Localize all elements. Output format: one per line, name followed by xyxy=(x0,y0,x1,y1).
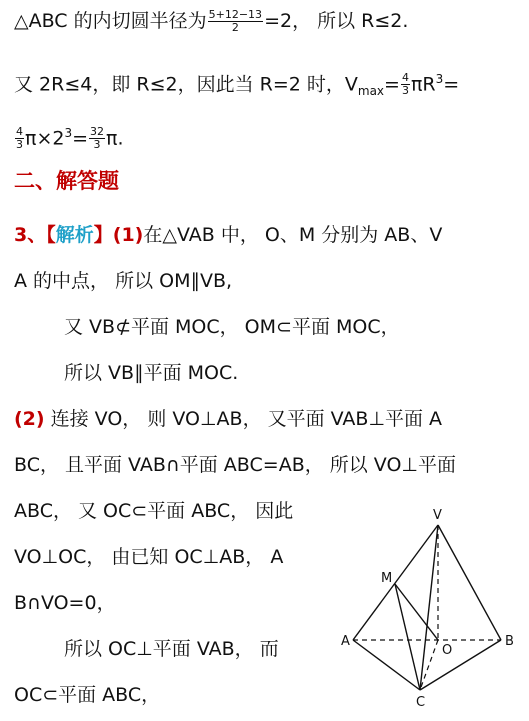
fraction-numerator: 5+12−13 xyxy=(208,8,263,21)
label-o: O xyxy=(442,643,453,658)
text: π×2 xyxy=(25,127,65,150)
line-problem-3 xyxy=(14,222,442,248)
line-incircle-radius xyxy=(14,8,408,34)
problem-number: 3、 xyxy=(14,224,47,246)
fraction-denominator: 2 xyxy=(231,21,239,34)
line-oc-perp-plane: 所以 OC⊥平面 VAB， 而 xyxy=(64,638,279,660)
line-vb-not-in-plane: 又 VB⊄平面 MOC， OM⊂平面 MOC， xyxy=(64,316,400,338)
label-a: A xyxy=(341,634,350,649)
fraction xyxy=(15,126,24,151)
label-m: M xyxy=(381,571,393,586)
line-oc-in-plane: ABC， 又 OC⊂平面 ABC， 因此 xyxy=(14,500,294,522)
text: π. xyxy=(106,127,124,150)
text: = xyxy=(72,127,89,150)
bracket: 】 xyxy=(93,224,113,246)
line-part-2 xyxy=(14,406,442,432)
text: 在△VAB 中， O、M 分别为 AB、V xyxy=(143,224,443,246)
text: 连接 VO， 则 VO⊥AB， 又平面 VAB⊥平面 A xyxy=(44,408,443,430)
text: =2， 所以 R≤2. xyxy=(264,10,409,32)
text: △ABC 的内切圆半径为 xyxy=(14,10,207,32)
analysis-label: 解析 xyxy=(55,224,94,246)
part-label: (1) xyxy=(112,224,144,246)
section-heading: 二、解答题 xyxy=(14,169,119,193)
label-v: V xyxy=(433,508,442,523)
line-midpoint: A 的中点， 所以 OM∥VB, xyxy=(14,270,233,292)
fraction-denominator: 3 xyxy=(16,138,23,152)
fraction xyxy=(208,9,263,34)
bracket: 【 xyxy=(46,224,56,246)
line-intersection: B∩VO=0， xyxy=(14,592,116,614)
line-volume-result xyxy=(14,120,124,151)
edge-bc xyxy=(420,640,501,690)
text: 又 2R≤4，即 R≤2，因此当 R=2 时，V xyxy=(14,73,358,96)
fraction xyxy=(401,72,410,97)
text: = xyxy=(443,73,460,96)
part-label: (2) xyxy=(14,408,45,430)
line-planes: BC， 且平面 VAB∩平面 ABC=AB， 所以 VO⊥平面 xyxy=(14,454,456,476)
text: πR xyxy=(410,73,436,96)
tetrahedron-figure xyxy=(335,500,529,721)
superscript: 3 xyxy=(435,72,444,86)
fraction-numerator: 4 xyxy=(401,71,409,85)
fraction-denominator: 3 xyxy=(93,138,101,152)
fraction-denominator: 3 xyxy=(401,84,409,98)
line-oc-in-abc: OC⊂平面 ABC， xyxy=(14,684,161,706)
line-vo-perp-oc: VO⊥OC， 由已知 OC⊥AB， A xyxy=(14,546,284,568)
text: = xyxy=(384,73,400,96)
fraction xyxy=(89,126,105,151)
label-b: B xyxy=(505,634,514,649)
label-c: C xyxy=(416,695,426,710)
superscript: 3 xyxy=(64,126,73,140)
edge-vc xyxy=(420,525,438,690)
line-vmax xyxy=(14,66,459,104)
edge-vb xyxy=(438,525,501,640)
subscript: max xyxy=(357,84,385,99)
line-conclusion-1: 所以 VB∥平面 MOC. xyxy=(64,362,239,384)
fraction-numerator: 4 xyxy=(16,125,23,139)
fraction-numerator: 32 xyxy=(90,125,105,139)
